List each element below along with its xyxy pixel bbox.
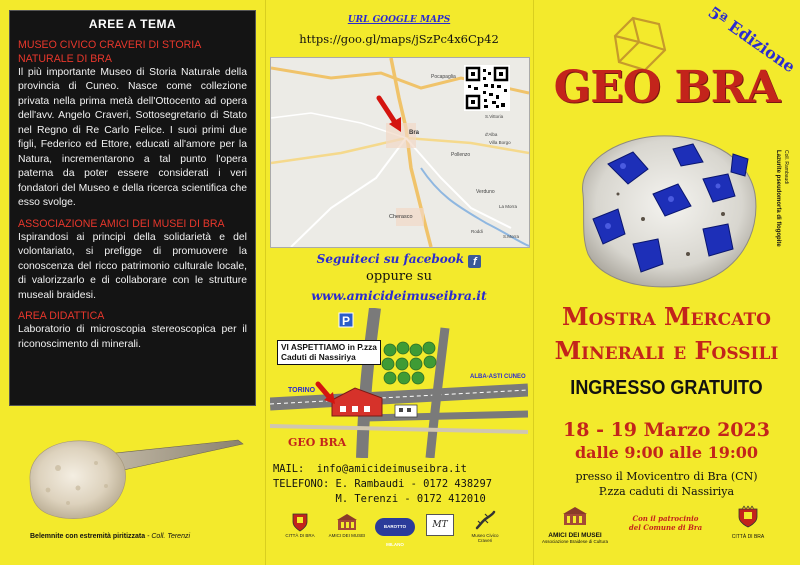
sponsor-logo-barotto xyxy=(375,518,415,547)
specimen-label-text: Lazurite pseudomorfa di flogopite xyxy=(775,150,781,247)
station-icon xyxy=(395,405,417,417)
right-panel xyxy=(533,0,800,565)
lizard-icon xyxy=(473,510,497,532)
sponsor-logo-amici xyxy=(327,512,367,538)
belemnite-caption-credit: - Coll. Terenzi xyxy=(145,533,191,540)
left-panel xyxy=(0,0,265,565)
free-entry: INGRESSO GRATUITO xyxy=(570,377,763,399)
map-place-lamorra: La Morra xyxy=(499,204,518,209)
middle-panel xyxy=(265,0,533,565)
map-place-smorra: S.Morra xyxy=(503,234,520,239)
sponsor-logo-mt-label: MT xyxy=(426,514,454,536)
website-link[interactable]: www.amicideimuseibra.it xyxy=(311,288,487,303)
map-place-verduno: Verduno xyxy=(476,189,495,195)
belemnite-caption xyxy=(30,533,190,540)
association-heading: ASSOCIAZIONE AMICI DEI MUSEI DI BRA xyxy=(18,217,225,230)
facebook-follow-text: Seguiteci su facebook xyxy=(316,252,465,266)
event-dates: 18 - 19 Marzo 2023 xyxy=(563,419,770,441)
map-place-cherasco: Cherasco xyxy=(389,214,413,220)
map-place-villaborgo: Villa Borgo xyxy=(489,140,511,145)
sponsor-logo-mt xyxy=(425,514,455,536)
museum-text: Il più importante Museo di Storia Naturale della provincia di Cuneo. Nasce come collezione privata nella prima metà dell'Ottocento ad opera dell'avv. Angelo Craveri, Sottosegretario di Stato nel Regno di Re Carlo Felice. I suoi primi due figli, Federico ed Ettore, educati all'amore per la Natura, incrementarono a tal punto l'opera paterna da poter essere considerati i veri fondatori del Museo e della ricerca scientifica che esso svolge. xyxy=(18,66,247,208)
amici-logo-text: AMICI DEI MUSEI xyxy=(548,532,602,539)
sponsor-logo-museo xyxy=(465,510,505,543)
amici-logo xyxy=(541,505,609,544)
contact-mail[interactable]: MAIL: info@amicideimuseibra.it xyxy=(273,463,467,475)
title-line-2: Minerali e Fossili xyxy=(554,336,779,365)
sponsor-logo-bra xyxy=(283,512,317,538)
belemnite-caption-main: Belemnite con estremità piritizzata xyxy=(30,533,146,540)
patronage-line-2: del Comune di Bra xyxy=(628,523,703,532)
mini-geobra-logo: GEO BRA xyxy=(288,436,347,449)
sponsor-logo-museo-label: Museo Civico Craveri xyxy=(471,533,499,543)
city-crest-logo xyxy=(723,505,773,540)
patronage-text xyxy=(613,514,718,532)
didactic-heading: AREA DIDATTICA xyxy=(18,310,105,322)
parking-letter: P xyxy=(342,314,351,328)
museum-heading: MUSEO CIVICO CRAVERI DI STORIA NATURALE DI BRA xyxy=(18,38,201,65)
amici-logo-subtext: Associazione Braidese di Cultura xyxy=(541,539,609,544)
bra-crest-icon xyxy=(291,512,309,532)
alba-asti-label: ALBA-ASTI CUNEO xyxy=(470,374,526,380)
venue-line-2: P.zza caduti di Nassiriya xyxy=(598,485,735,498)
specimen-credit: Coll. Rambaudi xyxy=(783,150,789,185)
or-on-text: oppure su xyxy=(366,269,432,284)
sponsor-logo-barotto-label: BAROTTO MILANO xyxy=(375,518,415,536)
sponsor-logo-bra-label: CITTÀ DI BRA xyxy=(285,533,315,538)
maps-label: URL GOOGLE MAPS xyxy=(347,15,451,25)
edition-badge: 5ª Edizione xyxy=(704,2,799,77)
facebook-icon[interactable]: f xyxy=(468,255,481,268)
title-line-1: Mostra Mercato xyxy=(562,302,771,331)
wait-box xyxy=(277,340,381,365)
qr-code-icon[interactable] xyxy=(464,65,510,111)
didactic-text: Laboratorio di microscopia stereoscopica per il riconoscimento di minerali. xyxy=(18,324,247,350)
venue-diagram xyxy=(270,308,528,458)
amici-building-icon xyxy=(335,512,359,532)
map-place-dalba: d'Alba xyxy=(485,132,498,137)
map-place-pocapaglia: Pocapaglia xyxy=(431,74,456,80)
map-graphic xyxy=(271,58,529,247)
city-crest-icon xyxy=(737,505,759,529)
maps-url[interactable]: https://goo.gl/maps/jSzPc4x6Cp42 xyxy=(299,32,499,46)
facebook-follow[interactable] xyxy=(265,252,533,268)
map-place-svittoria: S.Vittoria xyxy=(485,114,504,119)
map-place-bra: Bra xyxy=(409,130,420,136)
venue-line-1: presso il Movicentro di Bra (CN) xyxy=(575,470,758,483)
torino-label: TORINO xyxy=(288,387,316,394)
sponsor-logo-amici-label: AMICI DEI MUSEI xyxy=(328,533,366,538)
geobra-logo: GEO BRA xyxy=(553,62,780,113)
contact-phone-rambaudi[interactable]: TELEFONO: E. Rambaudi - 0172 438297 xyxy=(273,478,492,490)
patronage-line-1: Con il patrocinio xyxy=(632,514,699,523)
wait-text: VI ASPETTIAMO in P.zza Caduti di Nassiriya xyxy=(281,342,377,362)
contact-phone-terenzi[interactable]: M. Terenzi - 0172 412010 xyxy=(273,493,486,505)
belemnite-photo xyxy=(18,418,248,528)
specimen-label xyxy=(773,150,789,290)
location-map[interactable] xyxy=(270,57,530,248)
theme-areas-title: AREE A TEMA xyxy=(88,17,177,31)
association-text: Ispirandosi ai principi della solidarietà e del volontariato, si prefigge di promuovere la conoscenza del ricco patrimonio culturale locale, di valorizzarlo e di collaborare con le strutture museali braidesi. xyxy=(18,231,247,301)
event-hours: dalle 9:00 alle 19:00 xyxy=(574,443,759,462)
amici-museum-icon xyxy=(561,505,589,527)
map-place-roddi: Roddi xyxy=(471,229,483,234)
map-place-pollenzo: Pollenzo xyxy=(451,152,471,158)
lazurite-specimen-photo xyxy=(563,124,773,294)
city-crest-text: CITTÀ DI BRA xyxy=(731,534,765,540)
theme-areas-box xyxy=(9,10,256,406)
